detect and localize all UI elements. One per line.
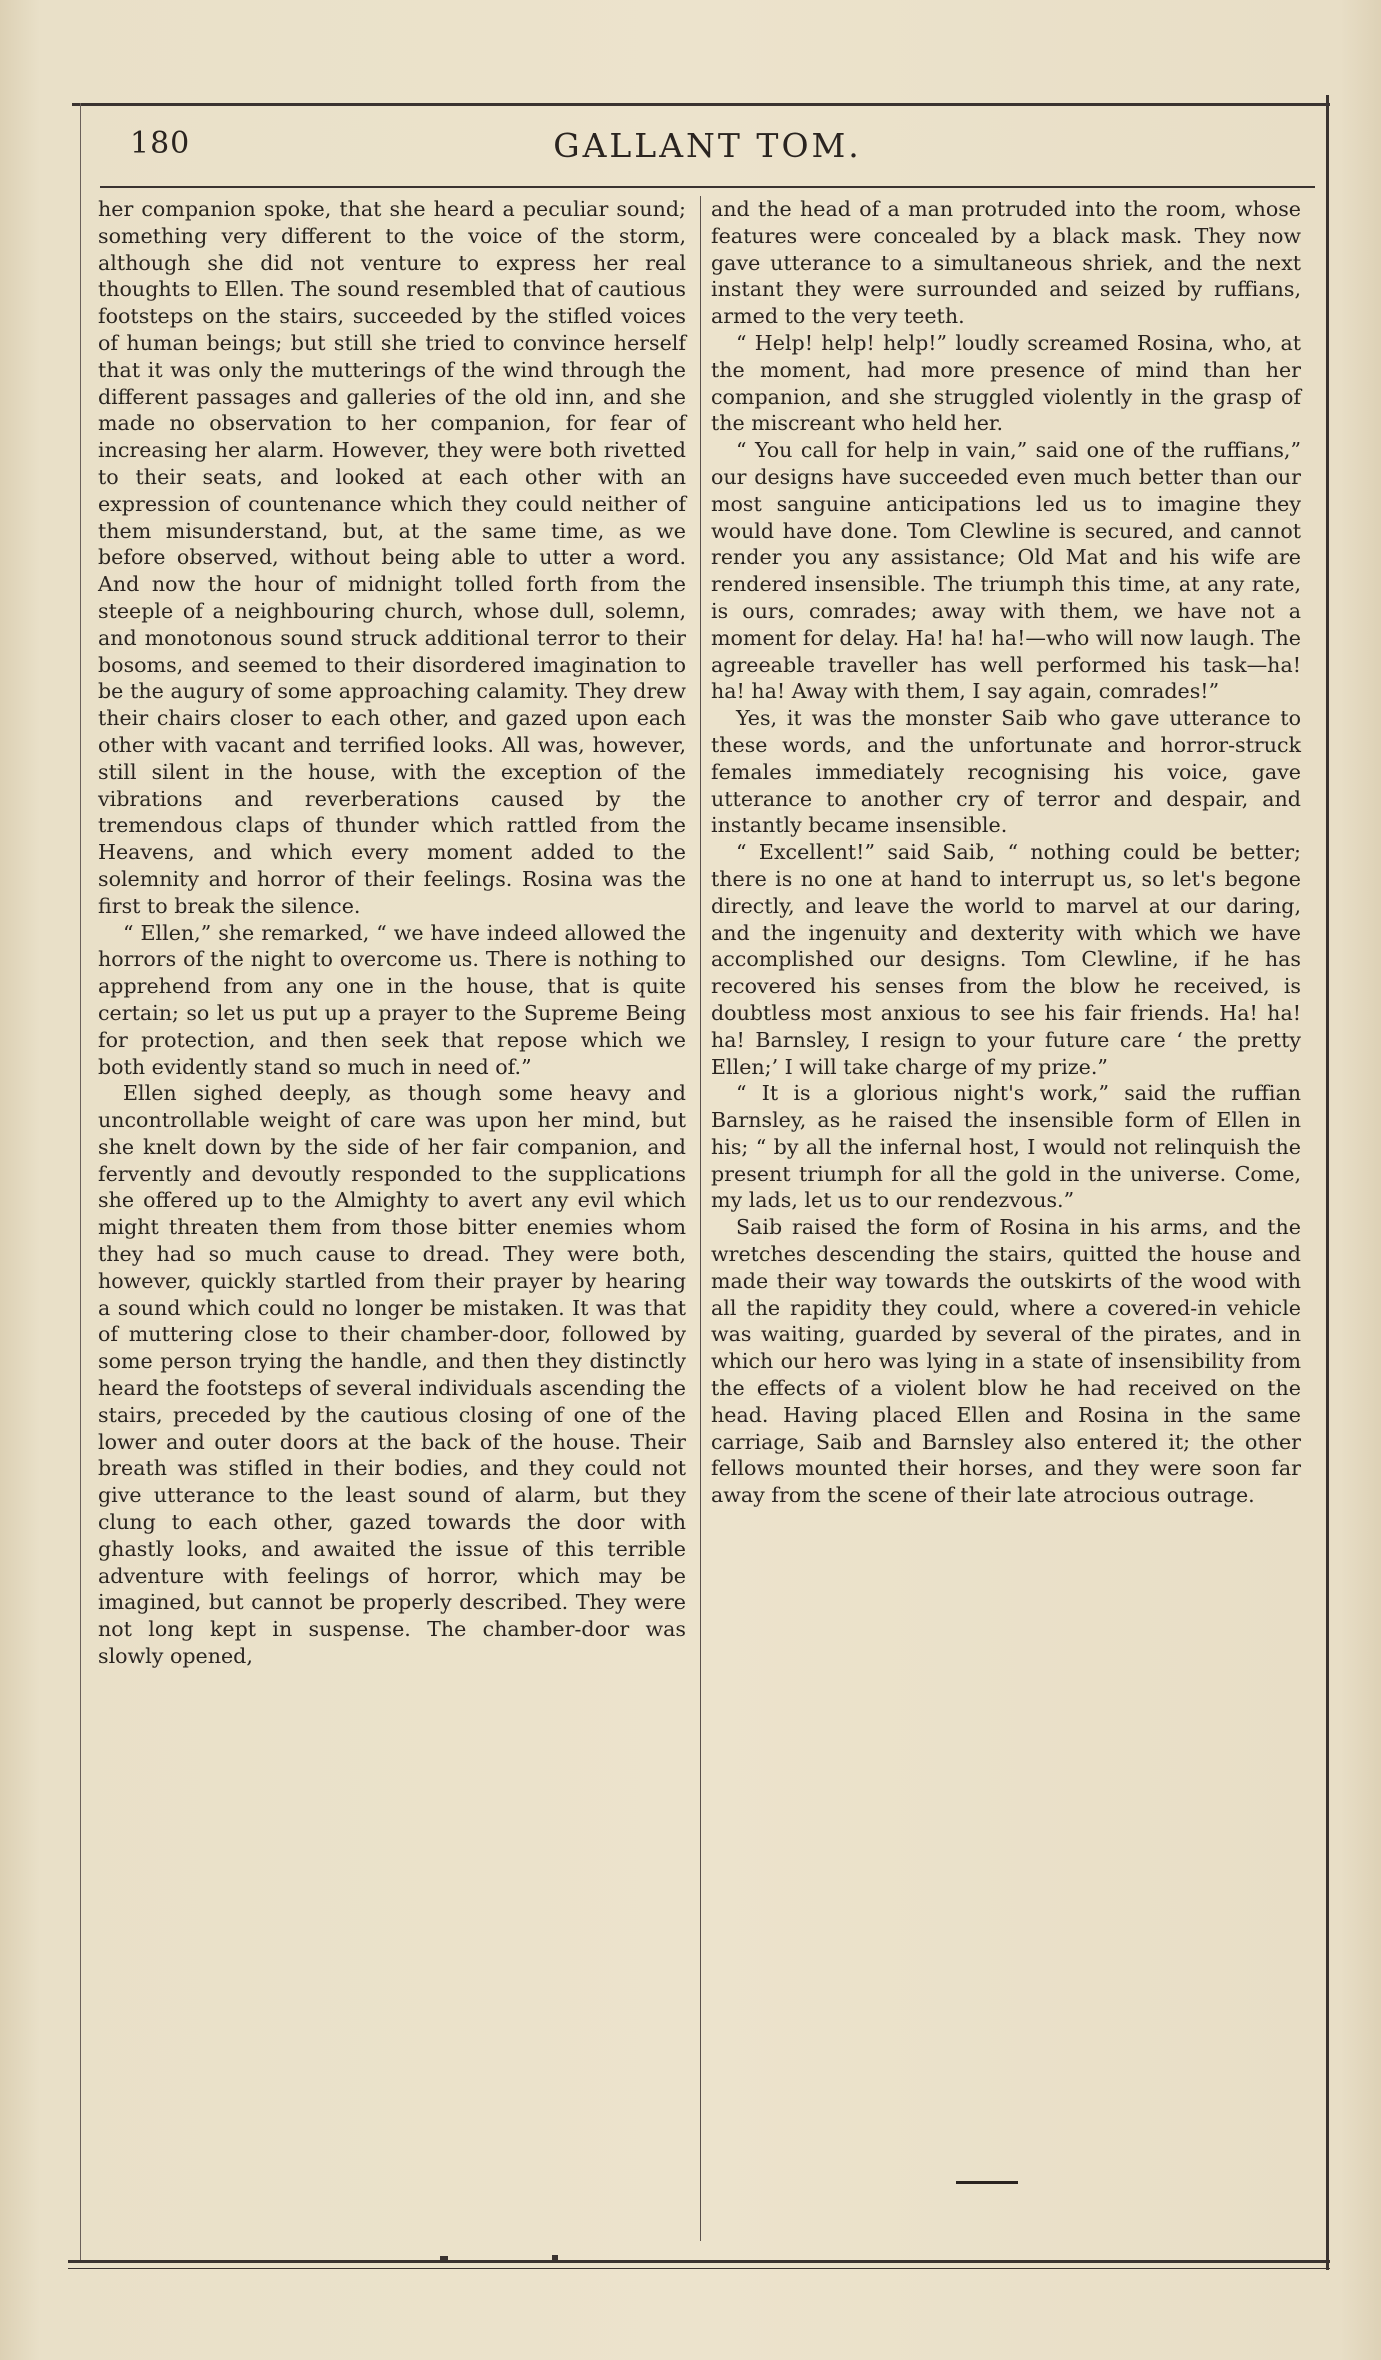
page-header: [100, 118, 1315, 178]
column-divider: [700, 196, 701, 2241]
paragraph: “ It is a glorious night's work,” said the ruffian Barnsley, as he raised the insensible form of Ellen in his; “ by all the infernal host, I would not relinquish the present triumph for all the gold in the universe. Come, my lads, let us to our rendezvous.”: [711, 1081, 1301, 1213]
frame-right-rule: [1326, 95, 1329, 2270]
right-column: [711, 196, 1301, 1509]
left-column: [98, 196, 686, 1670]
header-rule: [100, 186, 1315, 188]
paragraph: “ Excellent!” said Saib, “ nothing could be better; there is no one at hand to interrupt us, so let's begone directly, and leave the world to marvel at our daring, and the ingenuity and dexterity with which we have accomplished our designs. Tom Clewline, if he has recovered his senses from the blow he received, is doubtless most anxious to see his fair friends. Ha! ha! ha! Barnsley, I resign to your future care ‘ the pretty Ellen;’ I will take charge of my prize.”: [711, 840, 1301, 1079]
frame-left-rule: [80, 103, 81, 2263]
printer-mark: [552, 2255, 558, 2260]
frame-bottom-rule-thin: [68, 2268, 1330, 2269]
paragraph: “ Ellen,” she remarked, “ we have indeed allowed the horrors of the night to overcome us. There is nothing to apprehend from any one in the house, that is quite certain; so let us put up a prayer to the Supreme Being for protection, and then seek that repose which we both evidently stand so much in need of.”: [98, 920, 686, 1079]
frame-top-rule: [72, 103, 1330, 106]
page-number: 180: [130, 126, 191, 161]
frame-bottom-rule: [68, 2260, 1330, 2263]
paragraph: her companion spoke, that she heard a peculiar sound; something very different to the voice of the storm, although she did not venture to express her real thoughts to Ellen. The sound resembled that of cautious footsteps on the stairs, succeeded by the stifled voices of human beings; but still she tried to convince herself that it was only the mutterings of the wind through the different passages and galleries of the old inn, and she made no observation to her companion, for fear of increasing her alarm. However, they were both rivetted to their seats, and looked at each other with an expression of countenance which they could neither of them misunderstand, but, at the same time, as we before observed, without being able to utter a word. And now the hour of midnight tolled forth from the steeple of a neighbouring church, whose dull, solemn, and monotonous sound struck additional terror to their bosoms, and seemed to their disordered imagination to be the augury of some approaching calamity. They drew their chairs closer to each other, and gazed upon each other with vacant and terrified looks. All was, however, still silent in the house, with the exception of the vibrations and reverberations caused by the tremendous claps of thunder which rattled from the Heavens, and which every moment added to the solemnity and horror of their feelings. Rosina was the first to break the silence.: [98, 197, 686, 918]
paragraph: Ellen sighed deeply, as though some heavy and uncontrollable weight of care was upon her mind, but she knelt down by the side of her fair companion, and fervently and devoutly responded to the supplications she offered up to the Almighty to avert any evil which might threaten them from those bitter enemies whom they had so much cause to dread. They were both, however, quickly startled from their prayer by hearing a sound which could no longer be mistaken. It was that of muttering close to their chamber-door, followed by some person trying the handle, and then they distinctly heard the footsteps of several individuals ascending the stairs, preceded by the cautious closing of one of the lower and outer doors at the back of the house. Their breath was stifled in their bodies, and they could not give utterance to the least sound of alarm, but they clung to each other, gazed towards the door with ghastly looks, and awaited the issue of this terrible adventure with feelings of horror, which may be imagined, but cannot be properly described. They were not long kept in suspense. The chamber-door was slowly opened,: [98, 1081, 686, 1669]
paragraph: Yes, it was the monster Saib who gave utterance to these words, and the unfortunate and horror-struck females immediately recognising his voice, gave utterance to another cry of terror and despair, and instantly became insensible.: [711, 706, 1301, 838]
paragraph: Saib raised the form of Rosina in his arms, and the wretches descending the stairs, quitted the house and made their way towards the outskirts of the wood with all the rapidity they could, where a covered-in vehicle was waiting, guarded by several of the pirates, and in which our hero was lying in a state of insensibility from the effects of a violent blow he had received on the head. Having placed Ellen and Rosina in the same carriage, Saib and Barnsley also entered it; the other fellows mounted their horses, and they were soon far away from the scene of their late atrocious outrage.: [711, 1215, 1301, 1508]
paragraph: “ You call for help in vain,” said one of the ruffians,” our designs have succeeded even much better than our most sanguine anticipations led us to imagine they would have done. Tom Clewline is secured, and cannot render you any assistance; Old Mat and his wife are rendered insensible. The triumph this time, at any rate, is ours, comrades; away with them, we have not a moment for delay. Ha! ha! ha!—who will now laugh. The agreeable traveller has well performed his task—ha! ha! ha! Away with them, I say again, comrades!”: [711, 438, 1301, 704]
paragraph: “ Help! help! help!” loudly screamed Rosina, who, at the moment, had more presence of mind than her companion, and she struggled violently in the grasp of the miscreant who held her.: [711, 330, 1301, 436]
paragraph: and the head of a man protruded into the room, whose features were concealed by a black mask. They now gave utterance to a simultaneous shriek, and the next instant they were surrounded and seized by ruffians, armed to the very teeth.: [711, 197, 1301, 329]
running-title: GALLANT TOM.: [553, 126, 862, 165]
section-end-rule: [956, 2181, 1018, 2184]
printer-mark: [440, 2256, 448, 2261]
